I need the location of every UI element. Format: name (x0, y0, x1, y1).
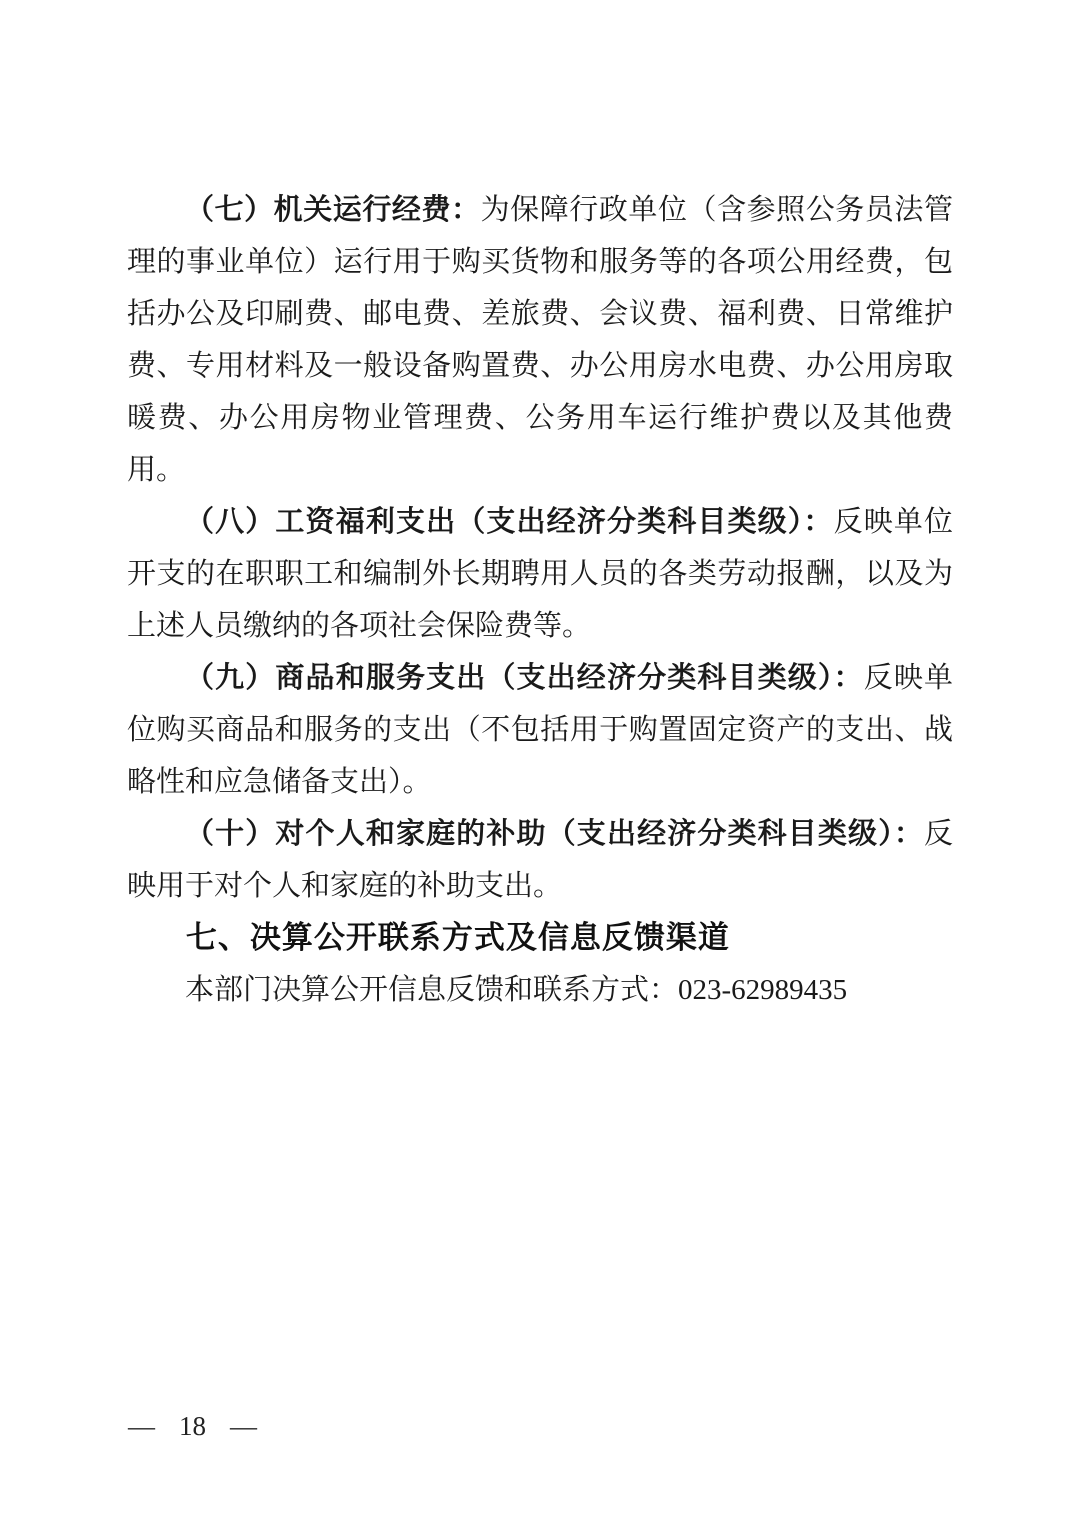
paragraph-lead: （十）对个人和家庭的补助（支出经济分类科目类级）： (185, 818, 924, 850)
contact-line (127, 964, 953, 1016)
page-number (128, 1408, 257, 1444)
contact-phone-number: 023-62989435 (678, 974, 848, 1006)
document-content (127, 184, 953, 1016)
paragraph-lead: （九）商品和服务支出（支出经济分类科目类级）： (185, 662, 864, 694)
paragraph-lead: （八）工资福利支出（支出经济分类科目类级）： (185, 506, 834, 538)
paragraph-body: 反映用于对个人和家庭的补助支出。 (127, 818, 953, 902)
paragraph-body: 反映单位开支的在职职工和编制外长期聘用人员的各类劳动报酬，以及为上述人员缴纳的各项社会保险费等。 (127, 506, 953, 642)
paragraph-salary-welfare-expenditure (127, 496, 953, 652)
paragraph-body: 反映单位购买商品和服务的支出（不包括用于购置固定资产的支出、战略性和应急储备支出）。 (127, 662, 953, 798)
paragraph-agency-operating-expenses (127, 184, 953, 496)
page-number-dash-left: — (128, 1411, 155, 1441)
paragraph-lead: （七）机关运行经费： (185, 194, 481, 226)
section-heading-contact-channels: 七、决算公开联系方式及信息反馈渠道 (185, 920, 730, 955)
page-number-dash-right: — (230, 1411, 257, 1441)
paragraph-body: 为保障行政单位（含参照公务员法管理的事业单位）运行用于购买货物和服务等的各项公用经费，包括办公及印刷费、邮电费、差旅费、会议费、福利费、日常维护费、专用材料及一般设备购置费、办公用房水电费、办公用房取暖费、办公用房物业管理费、公务用车运行维护费以及其他费用。 (127, 194, 953, 486)
paragraph-goods-services-expenditure (127, 652, 953, 808)
contact-label: 本部门决算公开信息反馈和联系方式： (185, 974, 679, 1006)
page-number-value: 18 (179, 1411, 206, 1441)
paragraph-individual-family-subsidy (127, 808, 953, 912)
